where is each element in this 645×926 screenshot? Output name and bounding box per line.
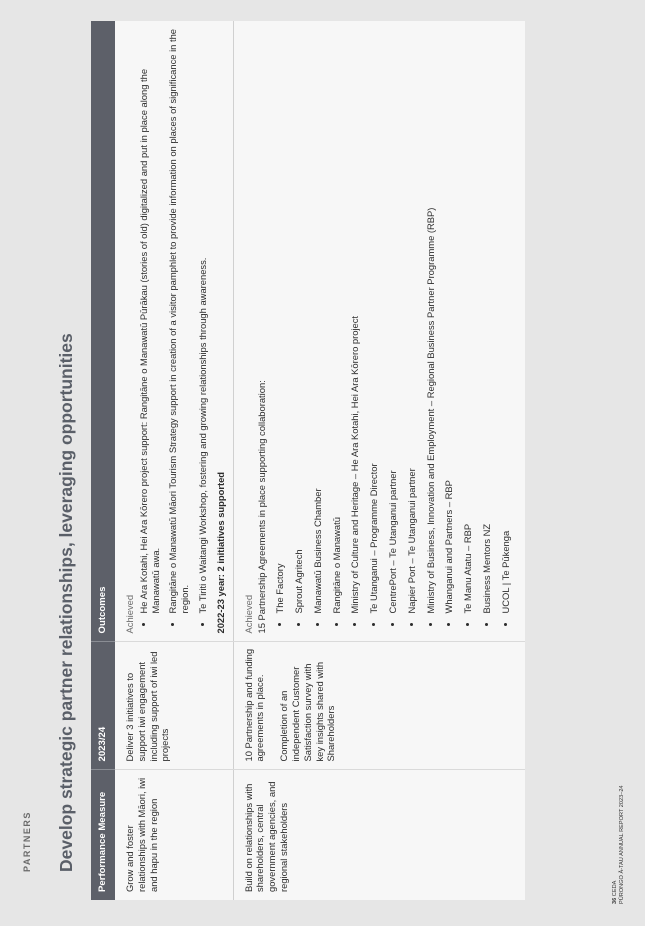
target-text: Completion of an independent Customer Satisfaction survey with key insights shared with Shareholders [278,661,337,762]
page-title: Develop strategic partner relationships, leveraging opportunities [56,333,76,872]
summary-text: 2022-23 year: 2 initiatives supported [214,471,226,634]
footer-org: CEDA [612,880,618,897]
list-item: • Business Mentors NZ [481,27,493,614]
column-header-measure: Performance Measure [91,770,115,900]
list-item: • Napier Port – Te Utanganui partner [406,27,418,614]
footer-report: PŪRONGO Ā-TAU ANNUAL REPORT 2023–24 [619,785,625,904]
list-item: • Manawatū Business Chamber [312,27,324,614]
target-text: 10 Partnership and funding agreements in place. [242,648,266,762]
table-row [233,21,524,900]
spacer [266,649,278,762]
list-item: • Sprout Agritech [293,27,305,614]
list-item: • CentrePort – Te Utanganui partner [387,27,399,614]
column-header-outcomes: Outcomes [91,21,115,642]
partner-list [274,27,511,634]
list-item: • Whanganui and Partners – RBP [443,27,455,614]
status-label: Achieved [124,594,135,634]
list-item: • Te Utanganui – Programme Director [368,27,380,614]
status-label: Achieved [242,594,254,634]
measure-cell: Build on relationships with shareholders, central government agencies, and regional stakeholders [233,770,524,900]
target-cell: Deliver 3 initiatives to support iwi engagement including support of iwi led projects [115,642,233,770]
list-item: • The Factory [274,27,286,614]
list-item: • Ministry of Business, Innovation and Employment – Regional Business Partner Programme (RBP) [425,27,437,614]
list-item: • Rangitāne o Manawatū Māori Tourism Strategy support in creation of a visitor pamphlet to provide information on places of significance in the region. [167,27,191,614]
list-item: • Ministry of Culture and Heritage – He Ara Kotahi, Hei Ara Kōrero project [349,27,361,614]
list-item: • Te Manu Atatu – RBP [462,27,474,614]
target-cell [233,642,524,770]
list-item: • Te Tiriti o Waitangi Workshop, fostering and growing relationships through awareness. [197,27,209,614]
outcome-list [138,27,209,634]
list-item: • Rangitāne o Manawatū [331,27,343,614]
outcomes-cell [233,21,524,642]
intro-text: 15 Partnership Agreements in place supporting collaboration: [256,380,268,634]
table-header-row [91,21,115,900]
performance-table [91,21,525,900]
column-header-year: 2023/24 [91,642,115,770]
page-footer [612,785,626,904]
page-number: 36 [612,897,618,904]
section-label: PARTNERS [22,811,32,872]
measure-cell: Grow and foster relationships with Māori, iwi and hapu in the region [115,770,233,900]
table-row [115,21,233,900]
outcomes-cell [115,21,233,642]
list-item: • UCOL | Te Pūkenga [500,27,512,614]
list-item: • He Ara Kotahi, Hei Ara Kōrero project support: Rangitāne o Manawatū Pūrākau (stories of old) digitalized and put in place along the Manawatū awa. [138,27,162,614]
